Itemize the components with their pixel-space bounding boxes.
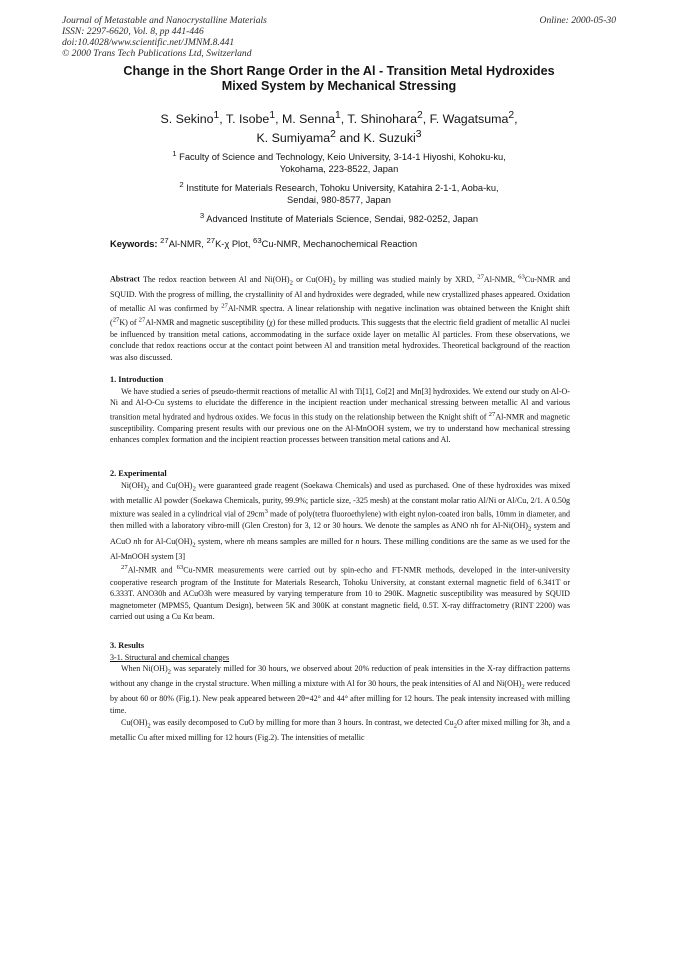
keywords xyxy=(110,236,417,249)
title-line-1: Change in the Short Range Order in the Al - Transition Metal Hydroxides xyxy=(123,64,555,78)
author-list xyxy=(70,108,608,146)
results-heading: 3. Results xyxy=(110,641,145,650)
introduction-paragraph: We have studied a series of pseudo-thermit reactions of metallic Al with Ti[1], Co[2] and Mn[3] hydroxides. We extend our study on Al-O-Ni and Al-O-Cu systems to elucidate the difference in the incipient reaction under mechanical stressing between metallic Al and various transition metal hydrated and hydrous oxides. We focus in this study on the relationship between the Knight shift of $^{27}$Al-NMR and magnetic susceptibility. Comparing present results with our previous one on the Al-MnOOH system, we try to understand how mechanical stressing enhances complex formation and the incipient reaction processes between transition metal cations and Al. xyxy=(110,386,570,445)
results-paragraph-2: $Cu(OH)_2$ was easily decomposed to CuO by milling for more than 3 hours. In contrast, we detected $Cu_2O$ after mixed milling for 3h, and a metallic Cu after mixed milling for 12 hours (Fig.2). The intensities of metallic xyxy=(110,717,570,742)
section-experimental xyxy=(110,468,570,623)
paper-title xyxy=(70,64,608,94)
keywords-label: Keywords: xyxy=(110,239,158,250)
authors-line-1: S. Sekino$^1$, T. Isobe$^1$, M. Senna$^1$, T. Shinohara$^2$, F. Wagatsuma$^2$, xyxy=(160,110,518,127)
experimental-paragraph-2: $^{27}$Al-NMR and $^{63}$Cu-NMR measurements were carried out by spin-echo and FT-NMR methods, developed in the inter-university cooperative research program of the Institute for Materials Research, Tohoku University, at constant external magnetic field of 6.341T or 6.333T. ANO30h and ACuO3h were measured by varying temperature from 10 to 290K. Magnetic susceptibility was measured by SQUID magnetometer (MPMS5, Quantum Design), between 5K and 300K at constant magnetic field, 0.5T. X-ray diffractometry (RINT 2200) was carried out using a Cu Kα beam. xyxy=(110,564,570,622)
affiliation-2: $^2$ Institute for Materials Research, Tohoku University, Katahira 2-1-1, Aoba-ku, Sendai, 980-8577, Japan xyxy=(179,180,499,205)
experimental-heading: 2. Experimental xyxy=(110,469,167,478)
title-line-2: Mixed System by Mechanical Stressing xyxy=(221,79,457,93)
journal-header xyxy=(62,15,267,59)
affiliation-3: $^3$ Advanced Institute of Materials Science, Sendai, 982-0252, Japan xyxy=(199,211,479,225)
affiliation-1: $^1$ Faculty of Science and Technology, Keio University, 3-14-1 Hiyoshi, Kohoku-ku, Yokohama, 223-8522, Japan xyxy=(172,149,506,174)
doi-line: doi:10.4028/www.scientific.net/JMNM.8.441 xyxy=(62,37,235,48)
section-introduction xyxy=(110,374,570,446)
keywords-text: $^{27}$Al-NMR, $^{27}$K-χ Plot, $^{63}$Cu-NMR, Mechanochemical Reaction xyxy=(160,236,418,250)
results-subheading: 3-1. Structural and chemical changes xyxy=(110,652,230,662)
copyright-line: © 2000 Trans Tech Publications Ltd, Switzerland xyxy=(62,48,252,59)
online-date: Online: 2000-05-30 xyxy=(539,15,616,26)
affiliations xyxy=(90,148,588,230)
introduction-heading: 1. Introduction xyxy=(110,375,164,384)
abstract xyxy=(110,271,570,363)
abstract-label: Abstract xyxy=(110,274,140,284)
abstract-text: The redox reaction between Al and $Ni(OH)_2$ or $Cu(OH)_2$ by milling was studied mainly by XRD, $^{27}$Al-NMR, $^{63}$Cu-NMR and SQUID. With the progress of milling, the crystallinity of Al and hydroxides were degraded, while new crystallized phases appeared. Oxidation of metallic Al was confirmed by $^{27}$Al-NMR spectra. A linear relationship with negative inclination was obtained between the Knight shift ($^{27}$K) of $^{27}$Al-NMR and magnetic susceptibility (χ) for these milled products. This suggests that the electric field gradient of metallic Al nuclei be influenced by transition metal cations, accommodating in the surface oxide layer on metallic Al particles. From these observations, we conclude that redox reactions occur at the contact point between Al and transition metal hydroxides. Theoretical background of the reaction was also discussed. xyxy=(110,273,570,362)
journal-name: Journal of Metastable and Nanocrystalline Materials xyxy=(62,15,267,26)
section-results xyxy=(110,640,570,743)
experimental-paragraph-1: $Ni(OH)_2$ and $Cu(OH)_2$ were guaranteed grade reagent (Soekawa Chemicals) and used as purchased. One of these hydroxides was mixed with metallic Al powder (Soekawa Chemicals, purity, 99.9%; particle size, -325 mesh) at the constant molar ratio Al/Ni or Al/Cu, 2/1. A 0.50g mixture was sealed in a cylindrical vial of $29cm^3$ made of poly(tetra fluoroethylene) with eight nylon-coated iron balls, 10mm in diameter, and then milled with a laboratory vibro-mill (Glen Creston) for 3, 12 or 30 hours. We denote the samples as ANO nh for $Al-Ni(OH)_2$ system and ACuO nh for $Al-Cu(OH)_2$ system, where nh means samples are milled for n hours. These milling conditions are the same as we used for the Al-MnOOH system [3] xyxy=(110,480,571,561)
results-paragraph-1: When $Ni(OH)_2$ was separately milled for 30 hours, we observed about 20% reduction of peak intensities in the X-ray diffraction patterns without any change in the crystal structure. When milling a mixture with Al for 30 hours, the peak intensities of Al and $Ni(OH)_2$ were reduced by about 60 or 80% (Fig.1). New peak appeared between 2θ=42° and 44° after milling for 12 hours. The peak intensity increased with milling time. xyxy=(110,664,570,715)
authors-line-2: K. Sumiyama$^2$ and K. Suzuki$^3$ xyxy=(256,129,422,146)
issn-line: ISSN: 2297-6620, Vol. 8, pp 441-446 xyxy=(62,26,204,37)
